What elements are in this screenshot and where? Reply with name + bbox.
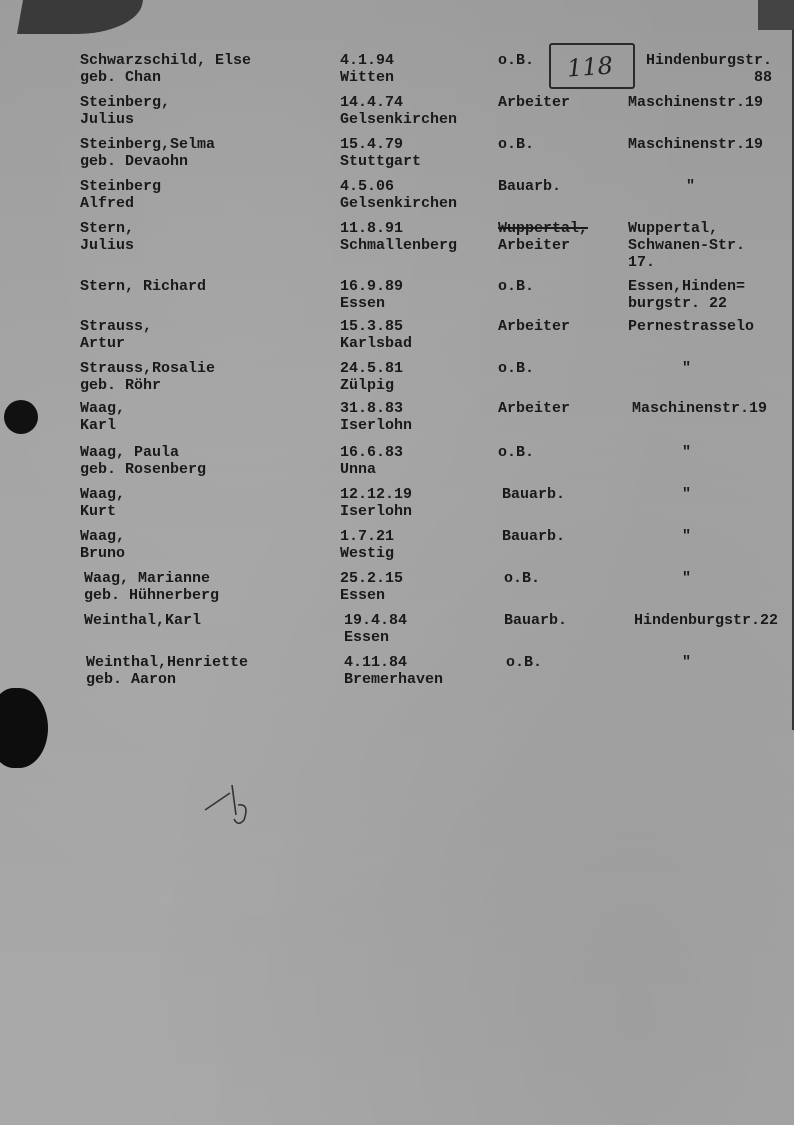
table-row [0, 528, 794, 572]
name-line: Waag, [80, 400, 126, 417]
name-line: Artur [80, 335, 126, 352]
birth-cell [340, 528, 394, 562]
occupation: Bauarb. [504, 612, 568, 629]
name-line: Waag, [80, 528, 126, 545]
name-cell [80, 136, 215, 170]
address-cell [682, 486, 691, 503]
birth-date: 14.4.74 [340, 94, 404, 111]
address-cell [686, 178, 695, 195]
occupation: o.B. [498, 52, 535, 69]
occupation-cell [504, 612, 567, 629]
address-cell [646, 52, 772, 86]
birth-date: 15.3.85 [340, 318, 404, 335]
name-cell [84, 612, 201, 629]
occupation: o.B. [498, 444, 535, 461]
address-line: Maschinenstr.19 [628, 136, 764, 153]
table-row [0, 570, 794, 614]
name-cell [80, 178, 161, 212]
occupation-cell [498, 318, 570, 335]
occupation-cell [498, 220, 588, 254]
birth-place: Essen [340, 295, 386, 312]
address-line: Essen,Hinden= [628, 278, 746, 295]
pencil-scrawl [200, 775, 260, 835]
name-line: Steinberg,Selma [80, 136, 216, 153]
table-row [0, 178, 794, 222]
name-line: Julius [80, 237, 135, 254]
occupation-cell [502, 528, 565, 545]
birth-cell [340, 136, 421, 170]
table-row [0, 278, 794, 322]
name-line: Karl [80, 417, 117, 434]
occupation-cell [498, 178, 561, 195]
name-line: geb. Chan [80, 69, 162, 86]
address-cell [682, 570, 691, 587]
occupation: Bauarb. [498, 178, 562, 195]
name-cell [80, 318, 152, 352]
birth-cell [340, 360, 403, 394]
birth-place: Westig [340, 545, 395, 562]
occupation: Arbeiter [498, 237, 571, 254]
name-line: Weinthal,Karl [84, 612, 202, 629]
address-cell [628, 318, 754, 335]
occupation: o.B. [498, 136, 535, 153]
birth-place: Stuttgart [340, 153, 422, 170]
dark-corner [758, 0, 794, 30]
birth-cell [340, 570, 403, 604]
birth-date: 4.11.84 [344, 654, 408, 671]
table-row [0, 318, 794, 362]
name-line: Steinberg [80, 178, 162, 195]
name-cell [86, 654, 248, 688]
address-cell [634, 612, 778, 629]
table-row [0, 136, 794, 180]
table-row [0, 612, 794, 656]
birth-date: 1.7.21 [340, 528, 395, 545]
table-row [0, 654, 794, 698]
name-line: Julius [80, 111, 135, 128]
birth-date: 25.2.15 [340, 570, 404, 587]
birth-place: Essen [340, 587, 386, 604]
address-line: Maschinenstr.19 [632, 400, 768, 417]
name-line: geb. Hühnerberg [84, 587, 220, 604]
table-row [0, 444, 794, 488]
birth-place: Iserlohn [340, 417, 413, 434]
address-cell [628, 136, 763, 153]
name-line: Weinthal,Henriette [86, 654, 249, 671]
ditto-mark: " [682, 528, 692, 545]
table-row [0, 52, 794, 96]
name-cell [80, 94, 170, 128]
birth-date: 24.5.81 [340, 360, 404, 377]
occupation: o.B. [498, 360, 535, 377]
address-cell [632, 400, 767, 417]
birth-date: 16.6.83 [340, 444, 404, 461]
address-line: 17. [628, 254, 656, 271]
occupation-cell [498, 136, 534, 153]
birth-place: Essen [344, 629, 390, 646]
address-line: Maschinenstr.19 [628, 94, 764, 111]
name-cell [80, 52, 251, 86]
address-cell [682, 444, 691, 461]
occupation: o.B. [504, 570, 541, 587]
torn-corner [17, 0, 143, 34]
table-row [0, 400, 794, 444]
occupation: o.B. [506, 654, 543, 671]
occupation-cell [498, 400, 570, 417]
birth-cell [340, 444, 403, 478]
table-row [0, 220, 794, 274]
birth-place: Schmallenberg [340, 237, 458, 254]
occupation: o.B. [498, 278, 535, 295]
ditto-mark: " [682, 444, 692, 461]
occupation: Arbeiter [498, 400, 571, 417]
occupation-cell [498, 444, 534, 461]
name-line: Kurt [80, 503, 117, 520]
birth-place: Gelsenkirchen [340, 195, 458, 212]
birth-date: 4.5.06 [340, 178, 395, 195]
table-row [0, 94, 794, 138]
name-line: Schwarzschild, Else [80, 52, 252, 69]
birth-cell [340, 278, 403, 312]
birth-date: 16.9.89 [340, 278, 404, 295]
birth-place: Karlsbad [340, 335, 413, 352]
birth-cell [340, 486, 412, 520]
occupation-cell [506, 654, 542, 671]
birth-cell [340, 400, 412, 434]
address-line: Pernestrasselo [628, 318, 755, 335]
occupation-struck: Wuppertal, [498, 220, 589, 237]
address-cell [682, 654, 691, 671]
ditto-mark: " [682, 360, 692, 377]
name-line: Waag, Paula [80, 444, 180, 461]
birth-date: 31.8.83 [340, 400, 404, 417]
name-cell [80, 444, 206, 478]
name-cell [80, 278, 206, 295]
name-line: Strauss,Rosalie [80, 360, 216, 377]
punch-hole [0, 688, 48, 768]
name-cell [80, 220, 134, 254]
address-cell [628, 220, 745, 271]
occupation: Bauarb. [502, 528, 566, 545]
name-cell [80, 528, 125, 562]
name-line: geb. Röhr [80, 377, 162, 394]
name-line: geb. Aaron [86, 671, 177, 688]
occupation-cell [502, 486, 565, 503]
occupation-cell [498, 94, 570, 111]
birth-place: Unna [340, 461, 377, 478]
address-cell [628, 94, 763, 111]
name-line: Steinberg, [80, 94, 171, 111]
occupation-cell [498, 52, 534, 69]
address-cell [628, 278, 745, 312]
address-line: Hindenburgstr.22 [634, 612, 779, 629]
name-line: geb. Devaohn [80, 153, 189, 170]
ditto-mark: " [686, 178, 696, 195]
occupation: Arbeiter [498, 94, 571, 111]
address-line: 88 [754, 69, 773, 86]
name-line: Stern, [80, 220, 135, 237]
name-cell [84, 570, 219, 604]
birth-cell [340, 220, 457, 254]
address-line: Wuppertal, [628, 220, 719, 237]
birth-place: Witten [340, 69, 395, 86]
ditto-mark: " [682, 486, 692, 503]
name-line: geb. Rosenberg [80, 461, 207, 478]
birth-cell [344, 612, 407, 646]
birth-cell [340, 94, 457, 128]
name-line: Alfred [80, 195, 135, 212]
birth-place: Iserlohn [340, 503, 413, 520]
birth-place: Bremerhaven [344, 671, 444, 688]
name-line: Strauss, [80, 318, 153, 335]
occupation-cell [504, 570, 540, 587]
address-cell [682, 360, 691, 377]
table-row [0, 486, 794, 530]
occupation-cell [498, 360, 534, 377]
address-cell [682, 528, 691, 545]
occupation: Arbeiter [498, 318, 571, 335]
birth-date: 4.1.94 [340, 52, 395, 69]
ditto-mark: " [682, 654, 692, 671]
name-cell [80, 400, 125, 434]
birth-date: 15.4.79 [340, 136, 404, 153]
address-line: Schwanen-Str. [628, 237, 746, 254]
birth-cell [340, 178, 457, 212]
name-line: Bruno [80, 545, 126, 562]
address-line: burgstr. 22 [628, 295, 728, 312]
name-line: Stern, Richard [80, 278, 207, 295]
occupation-cell [498, 278, 534, 295]
birth-place: Gelsenkirchen [340, 111, 458, 128]
birth-cell [344, 654, 443, 688]
birth-date: 12.12.19 [340, 486, 413, 503]
birth-place: Zülpig [340, 377, 395, 394]
occupation: Bauarb. [502, 486, 566, 503]
birth-date: 11.8.91 [340, 220, 404, 237]
name-line: Waag, [80, 486, 126, 503]
table-row [0, 360, 794, 404]
birth-cell [340, 52, 394, 86]
page-number: 118 [566, 51, 614, 83]
name-cell [80, 486, 125, 520]
name-cell [80, 360, 215, 394]
ditto-mark: " [682, 570, 692, 587]
name-line: Waag, Marianne [84, 570, 211, 587]
birth-date: 19.4.84 [344, 612, 408, 629]
birth-cell [340, 318, 412, 352]
address-line: Hindenburgstr. [646, 52, 773, 69]
